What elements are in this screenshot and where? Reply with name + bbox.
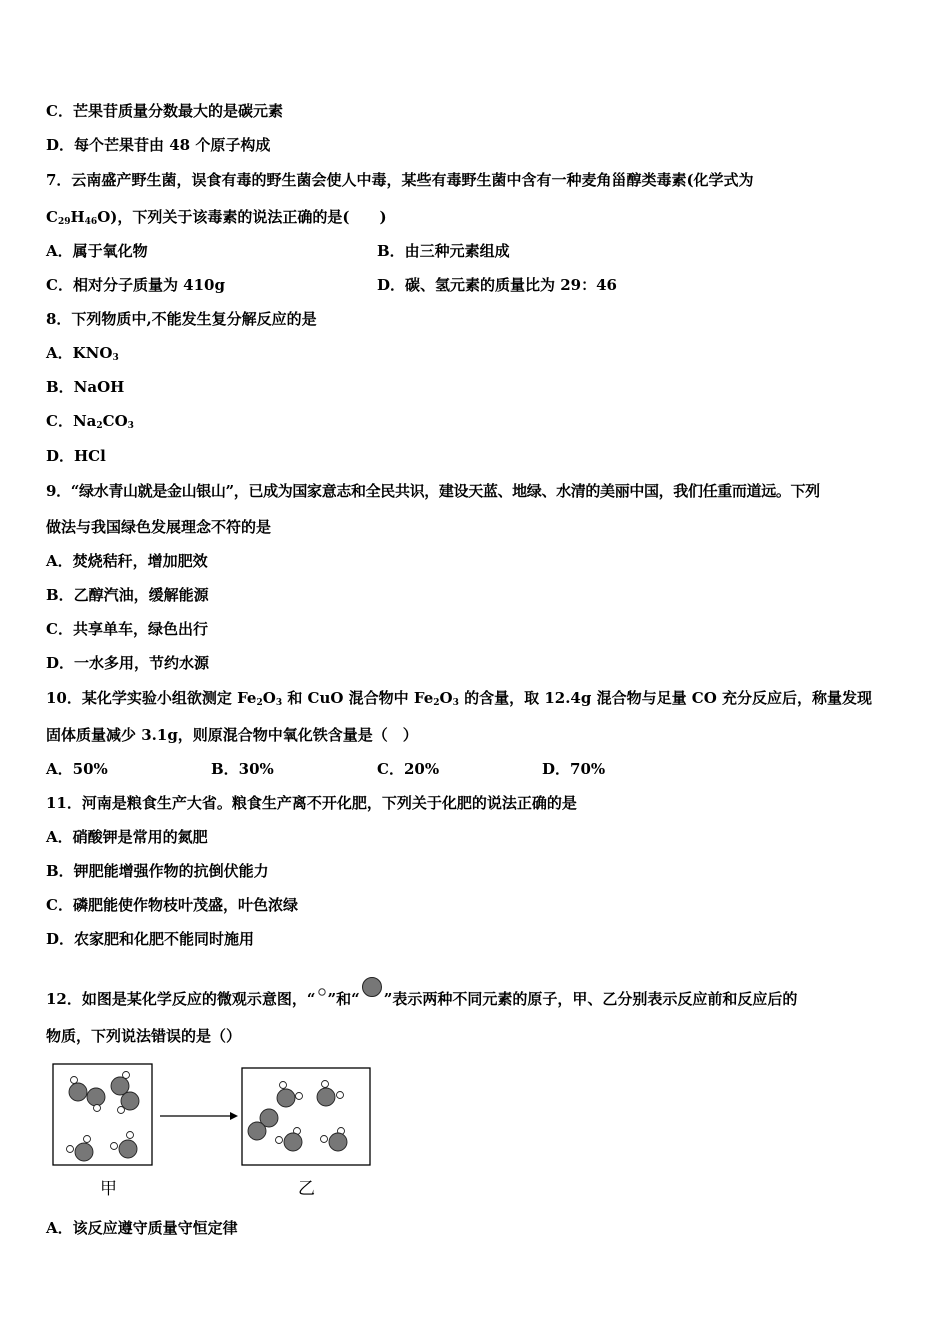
label-jia: 甲 <box>100 1179 117 1199</box>
q11-option-d: D．农家肥和化肥不能同时施用 <box>46 930 255 948</box>
q12-stem-line2: 物质，下列说法错误的是（） <box>46 1027 242 1045</box>
prev-option-c: C．芒果苷质量分数最大的是碳元素 <box>46 102 283 120</box>
small-atom-icon <box>316 984 328 1000</box>
q8-option-d: D．HCl <box>46 447 106 465</box>
q9-stem-line2: 做法与我国绿色发展理念不符的是 <box>46 518 272 536</box>
q10-option-d: D．70% <box>542 760 606 778</box>
q10-option-a: A．50% <box>46 760 108 778</box>
label-yi: 乙 <box>298 1179 315 1199</box>
q8-option-c: C．$Na_2CO_3$ <box>46 412 134 431</box>
q7-option-d: D．碳、氢元素的质量比为 29：46 <box>377 276 617 294</box>
reaction-diagram <box>50 1060 380 1172</box>
q9-stem-line1: 9．“绿水青山就是金山银山”，已成为国家意志和全民共识，建设天蓝、地绿、水清的美丽中国，我们任重而道远。下列 <box>46 482 820 500</box>
prev-option-d: D．每个芒果苷由 48 个原子构成 <box>46 136 271 154</box>
q11-stem: 11．河南是粮食生产大省。粮食生产离不开化肥，下列关于化肥的说法正确的是 <box>46 794 577 812</box>
q9-option-c: C．共享单车，绿色出行 <box>46 620 208 638</box>
q11-option-c: C．磷肥能使作物枝叶茂盛，叶色浓绿 <box>46 896 298 914</box>
q9-option-d: D．一水多用，节约水源 <box>46 654 210 672</box>
q12-option-a: A．该反应遵守质量守恒定律 <box>46 1219 238 1237</box>
q10-option-c: C．20% <box>377 760 440 778</box>
large-atom-icon <box>360 976 384 998</box>
q8-stem: 8．下列物质中,不能发生复分解反应的是 <box>46 310 317 328</box>
q12-stem-line1: 12．如图是某化学反应的微观示意图，“ ”和“ ”表示两种不同元素的原子，甲、乙分别表示反应前和反应后的 <box>46 976 797 1009</box>
q9-option-b: B．乙醇汽油，缓解能源 <box>46 586 209 604</box>
q7-stem-line1: 7．云南盛产野生菌，误食有毒的野生菌会使人中毒，某些有毒野生菌中含有一种麦角甾醇类毒素(化学式为 <box>46 171 754 189</box>
q7-option-b: B．由三种元素组成 <box>377 242 510 260</box>
q8-option-a: A．$KNO_3$ <box>46 344 119 363</box>
q10-stem-line2: 固体质量减少 3.1g，则原混合物中氧化铁含量是（ ） <box>46 726 418 744</box>
q7-option-a: A．属于氧化物 <box>46 242 148 260</box>
q8-option-b: B．NaOH <box>46 378 125 396</box>
q11-option-b: B．钾肥能增强作物的抗倒伏能力 <box>46 862 269 880</box>
q9-option-a: A．焚烧秸秆，增加肥效 <box>46 552 208 570</box>
q10-stem-line1: 10．某化学实验小组欲测定 $Fe_2O_3$ 和 CuO 混合物中 $Fe_2O_3$ 的含量，取 12.4g 混合物与足量 CO 充分反应后，称量发现 <box>46 689 873 708</box>
q7-stem-line2: $C_{29}H_{46}O$)，下列关于该毒素的说法正确的是( ) <box>46 208 387 227</box>
q7-option-c: C．相对分子质量为 410g <box>46 276 225 294</box>
q11-option-a: A．硝酸钾是常用的氮肥 <box>46 828 208 846</box>
q10-option-b: B．30% <box>211 760 274 778</box>
